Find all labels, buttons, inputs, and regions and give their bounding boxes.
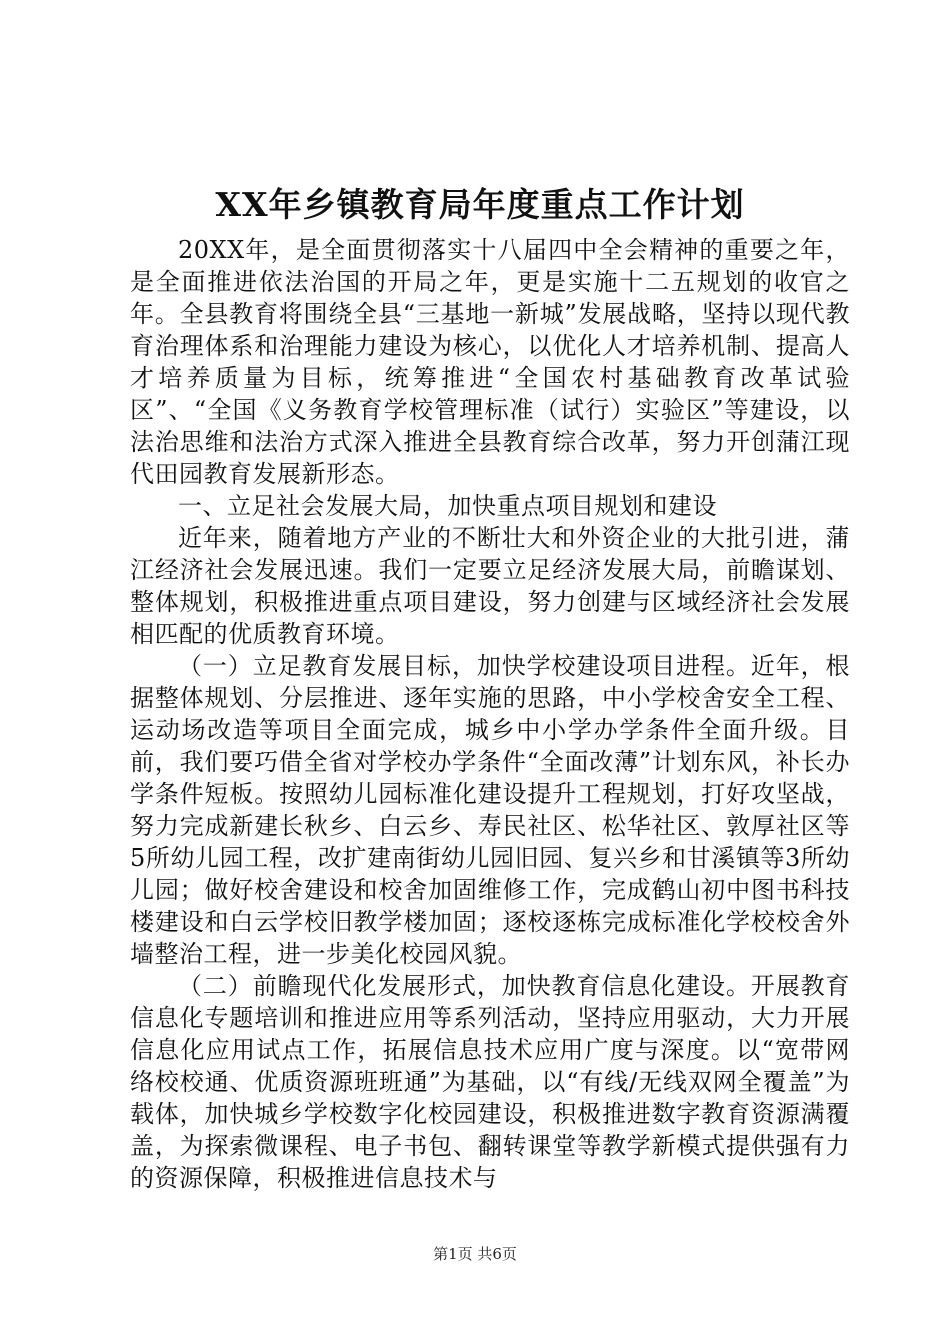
subsection-2-paragraph: （二）前瞻现代化发展形式，加快教育信息化建设。开展教育信息化专题培训和推进应用等系列活动，坚持应用驱动，大力开展信息化应用试点工作，拓展信息技术应用广度与深度。以“宽带网络校校通、优质资源班班通”为基础，以“有线/无线双网全覆盖”为载体，加快城乡学校数字化校园建设，积极推进数字教育资源满覆盖，为探索微课程、电子书包、翻转课堂等教学新模式提供强有力的资源保障，积极推进信息技术与 — [130, 972, 850, 1192]
section-heading-1: 一、立足社会发展大局，加快重点项目规划和建设 — [178, 492, 717, 520]
subsection-1-paragraph: （一）立足教育发展目标，加快学校建设项目进程。近年，根据整体规划、分层推进、逐年实施的思路，中小学校舍安全工程、运动场改造等项目全面完成，城乡中小学办学条件全面升级。目前，我们要巧借全省对学校办学条件“全面改薄”计划东风，补长办学条件短板。按照幼儿园标准化建设提升工程规划，打好攻坚战，努力完成新建长秋乡、白云乡、寿民社区、松华社区、敦厚社区等5所幼儿园工程，改扩建南街幼儿园旧园、复兴乡和甘溪镇等3所幼儿园；做好校舍建设和校舍加固维修工作，完成鹤山初中图书科技楼建设和白云学校旧教学楼加固；逐校逐栋完成标准化学校校舍外墙整治工程，进一步美化校园风貌。 — [130, 652, 850, 968]
section-1-paragraph: 近年来，随着地方产业的不断壮大和外资企业的大批引进，蒲江经济社会发展迅速。我们一定要立足经济发展大局，前瞻谋划、整体规划，积极推进重点项目建设，努力创建与区域经济社会发展相匹配的优质教育环境。 — [130, 524, 850, 648]
document-title: XX年乡镇教育局年度重点工作计划 — [215, 185, 745, 224]
intro-paragraph: 20XX年，是全面贯彻落实十八届四中全会精神的重要之年，是全面推进依法治国的开局之年，更是实施十二五规划的收官之年。全县教育将围绕全县“三基地一新城”发展战略，坚持以现代教育治理体系和治理能力建设为核心，以优化人才培养机制、提高人才培养质量为目标，统筹推进“全国农村基础教育改革试验区”、“全国《义务教育学校管理标准（试行）实验区”等建设，以法治思维和法治方式深入推进全县教育综合改革，努力开创蒲江现代田园教育发展新形态。 — [130, 236, 850, 488]
document-page — [130, 180, 850, 1194]
page-number-footer: 第1页 共6页 — [433, 1245, 517, 1263]
